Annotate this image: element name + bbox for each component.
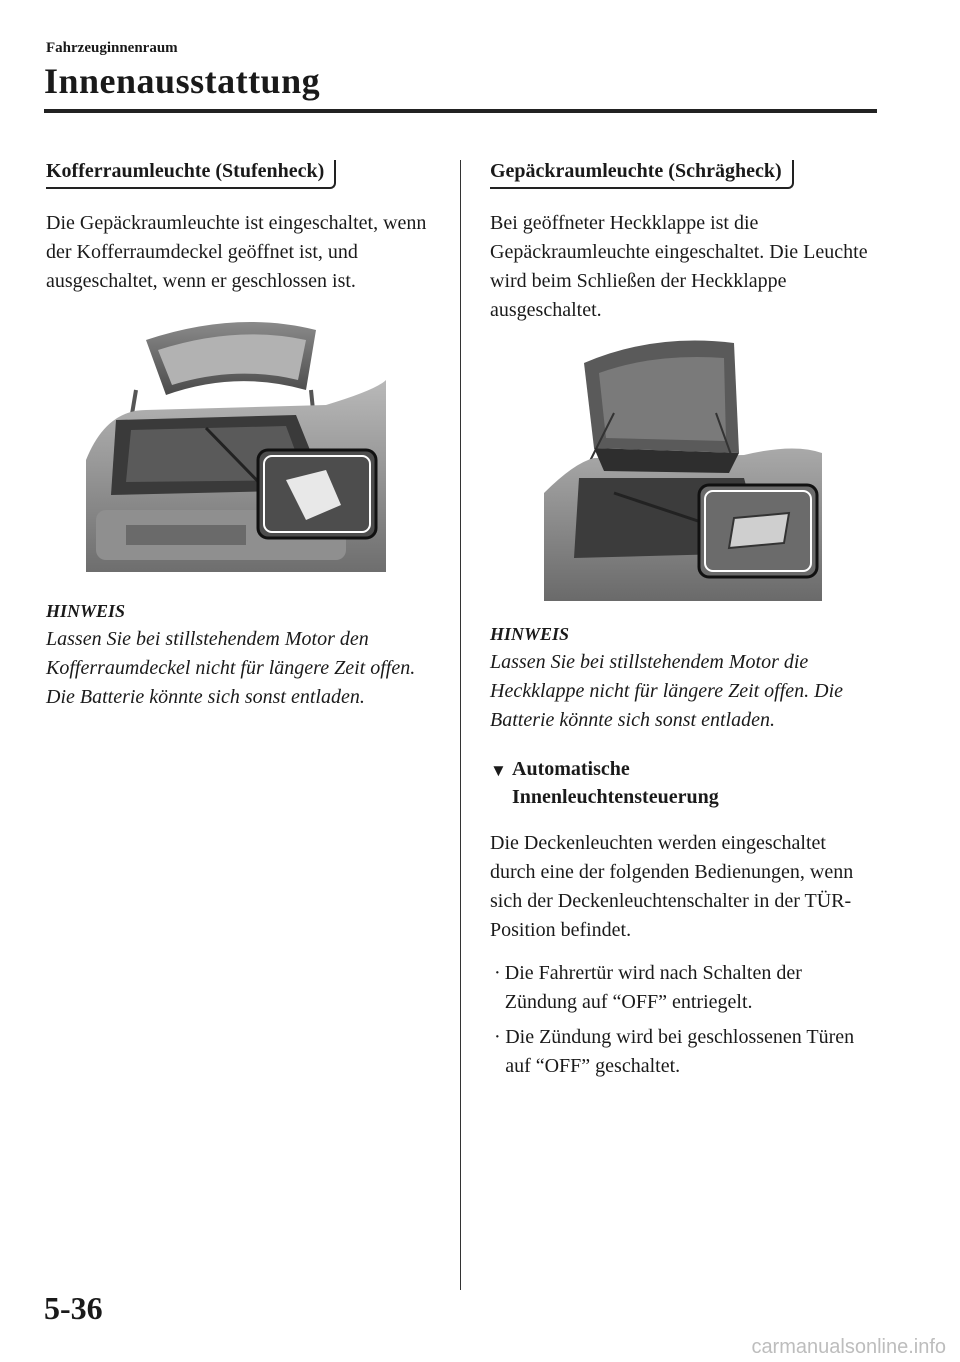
sedan-light-heading: Kofferraumleuchte (Stufenheck) [46, 160, 336, 189]
bullet-dot-icon: · [494, 962, 501, 984]
sedan-trunk-illustration [86, 310, 386, 572]
subheading-line2: Innenleuchtensteuerung [512, 786, 719, 808]
sedan-note-text: Lassen Sie bei stillstehendem Motor den Kofferraumdeckel nicht für längere Zeit offen. Die Batterie könnte sich sonst entladen. [46, 628, 416, 708]
hatchback-note-label: HINWEIS [490, 624, 570, 644]
section-title: Innenausstattung [44, 61, 321, 101]
hatchback-trunk-figure [544, 333, 875, 606]
bullet-dot-icon: · [494, 1026, 501, 1048]
hatchback-note-text: Lassen Sie bei stillstehendem Motor die Heckklappe nicht für längere Zeit offen. Die Batterie könnte sich sonst entladen. [490, 651, 844, 731]
header-rule [44, 109, 877, 113]
list-item [490, 959, 875, 1017]
subheading-line1: Automatische [512, 758, 630, 780]
watermark-text: carmanualsonline.info [751, 1336, 946, 1358]
bullet-text: Die Fahrertür wird nach Schalten der Zündung auf “OFF” entriegelt. [504, 962, 802, 1013]
right-column [490, 160, 875, 1081]
sedan-note-label: HINWEIS [46, 601, 126, 621]
hatchback-light-paragraph: Bei geöffneter Heckklappe ist die Gepäckraumleuchte eingeschaltet. Die Leuchte wird beim Schließen der Heckklappe ausgeschaltet. [490, 212, 868, 321]
auto-light-paragraph: Die Deckenleuchten werden eingeschaltet durch eine der folgenden Bedienungen, wenn sich der Deckenleuchtenschalter in der TÜR-Position befindet. [490, 832, 854, 941]
sedan-light-paragraph: Die Gepäckraumleuchte ist eingeschaltet, wenn der Kofferraumdeckel geöffnet ist, und ausgeschaltet, wenn er geschlossen ist. [46, 212, 427, 292]
chapter-label: Fahrzeuginnenraum [46, 40, 178, 56]
hatchback-light-heading: Gepäckraumleuchte (Schrägheck) [490, 160, 794, 189]
page-number: 5-36 [44, 1290, 103, 1326]
sedan-trunk-figure [86, 310, 431, 577]
list-item [490, 1023, 875, 1081]
column-divider [460, 160, 461, 1290]
hatchback-trunk-illustration [544, 333, 822, 601]
left-column [46, 160, 431, 712]
bullet-text: Die Zündung wird bei geschlossenen Türen auf “OFF” geschaltet. [505, 1026, 855, 1077]
triangle-down-icon: ▼ [490, 761, 507, 780]
auto-light-subheading [490, 755, 875, 811]
